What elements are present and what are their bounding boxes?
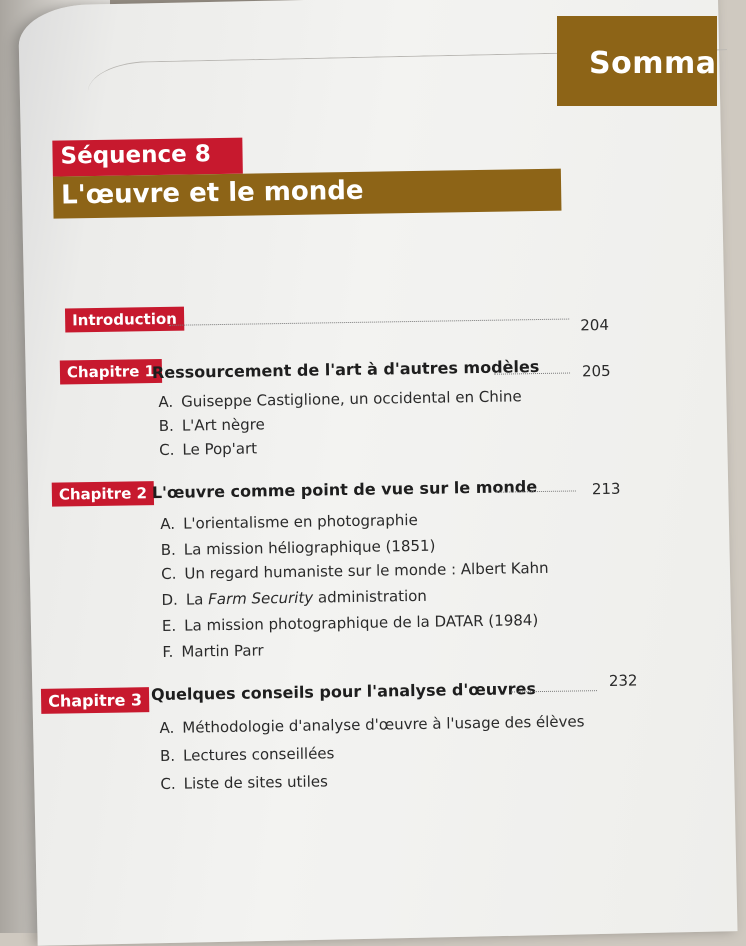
list-item [161,559,549,583]
item-text: Lectures conseillées [182,744,335,765]
item-letter: D. [161,590,179,609]
chapter-title: Ressourcement de l'art à d'autres modèles [151,357,540,383]
item-letter: E. [161,616,177,635]
list-item [160,511,418,533]
item-text-post: administration [313,586,428,607]
list-item [159,415,265,435]
item-letter: B. [160,540,176,559]
item-text: L'orientalisme en photographie [182,510,418,533]
item-text: Un regard humaniste sur le monde : Albert Kahn [184,558,549,583]
item-text: La mission héliographique (1851) [183,536,436,559]
list-item [162,641,264,661]
dot-leader [511,690,597,692]
chapter-page: 205 [581,361,611,381]
sequence-label-block [52,138,243,177]
item-letter: A. [159,718,175,738]
item-letter: C. [160,564,177,583]
item-letter: C. [160,774,176,794]
item-letter: C. [159,440,175,459]
item-text-pre: La [185,590,209,609]
item-letter: B. [159,746,176,766]
chapter-badge: Chapitre 3 [41,687,149,714]
chapter-badge: Chapitre 2 [52,481,154,507]
chapter-title: Quelques conseils pour l'analyse d'œuvres [150,679,537,705]
list-item [159,712,584,737]
sequence-title: L'œuvre et le monde [60,175,364,211]
item-text: Liste de sites utiles [183,772,328,793]
header-label: Somma [589,46,717,81]
dot-leader [169,319,569,326]
list-item [160,744,335,765]
list-item [161,587,427,609]
list-item [161,537,436,559]
item-text: Le Pop'art [182,439,258,459]
list-item [158,387,522,411]
item-text: Guiseppe Castiglione, un occidental en Chine [181,387,522,411]
list-item [162,611,539,635]
chapter-badge: Chapitre 1 [60,359,162,385]
item-text: L'Art nègre [181,415,265,435]
introduction-page: 204 [580,315,610,335]
chapter-title: L'œuvre comme point de vue sur le monde [151,477,538,503]
item-letter: A. [160,514,176,533]
item-text: La mission photographique de la DATAR (1984) [184,611,539,635]
list-item [159,439,257,459]
list-item [160,772,328,793]
chapter-page: 232 [608,671,638,690]
introduction-badge: Introduction [65,307,184,333]
item-text: Martin Parr [181,641,264,661]
item-letter: F. [162,642,174,661]
item-letter: A. [158,392,174,411]
item-text: Méthodologie d'analyse d'œuvre à l'usage des élèves [182,712,585,737]
sequence-title-block [53,169,562,219]
chapter-page: 213 [591,479,621,499]
item-letter: B. [158,416,175,435]
sequence-label: Séquence 8 [60,141,211,170]
item-text-italic: Farm Security [208,588,314,609]
